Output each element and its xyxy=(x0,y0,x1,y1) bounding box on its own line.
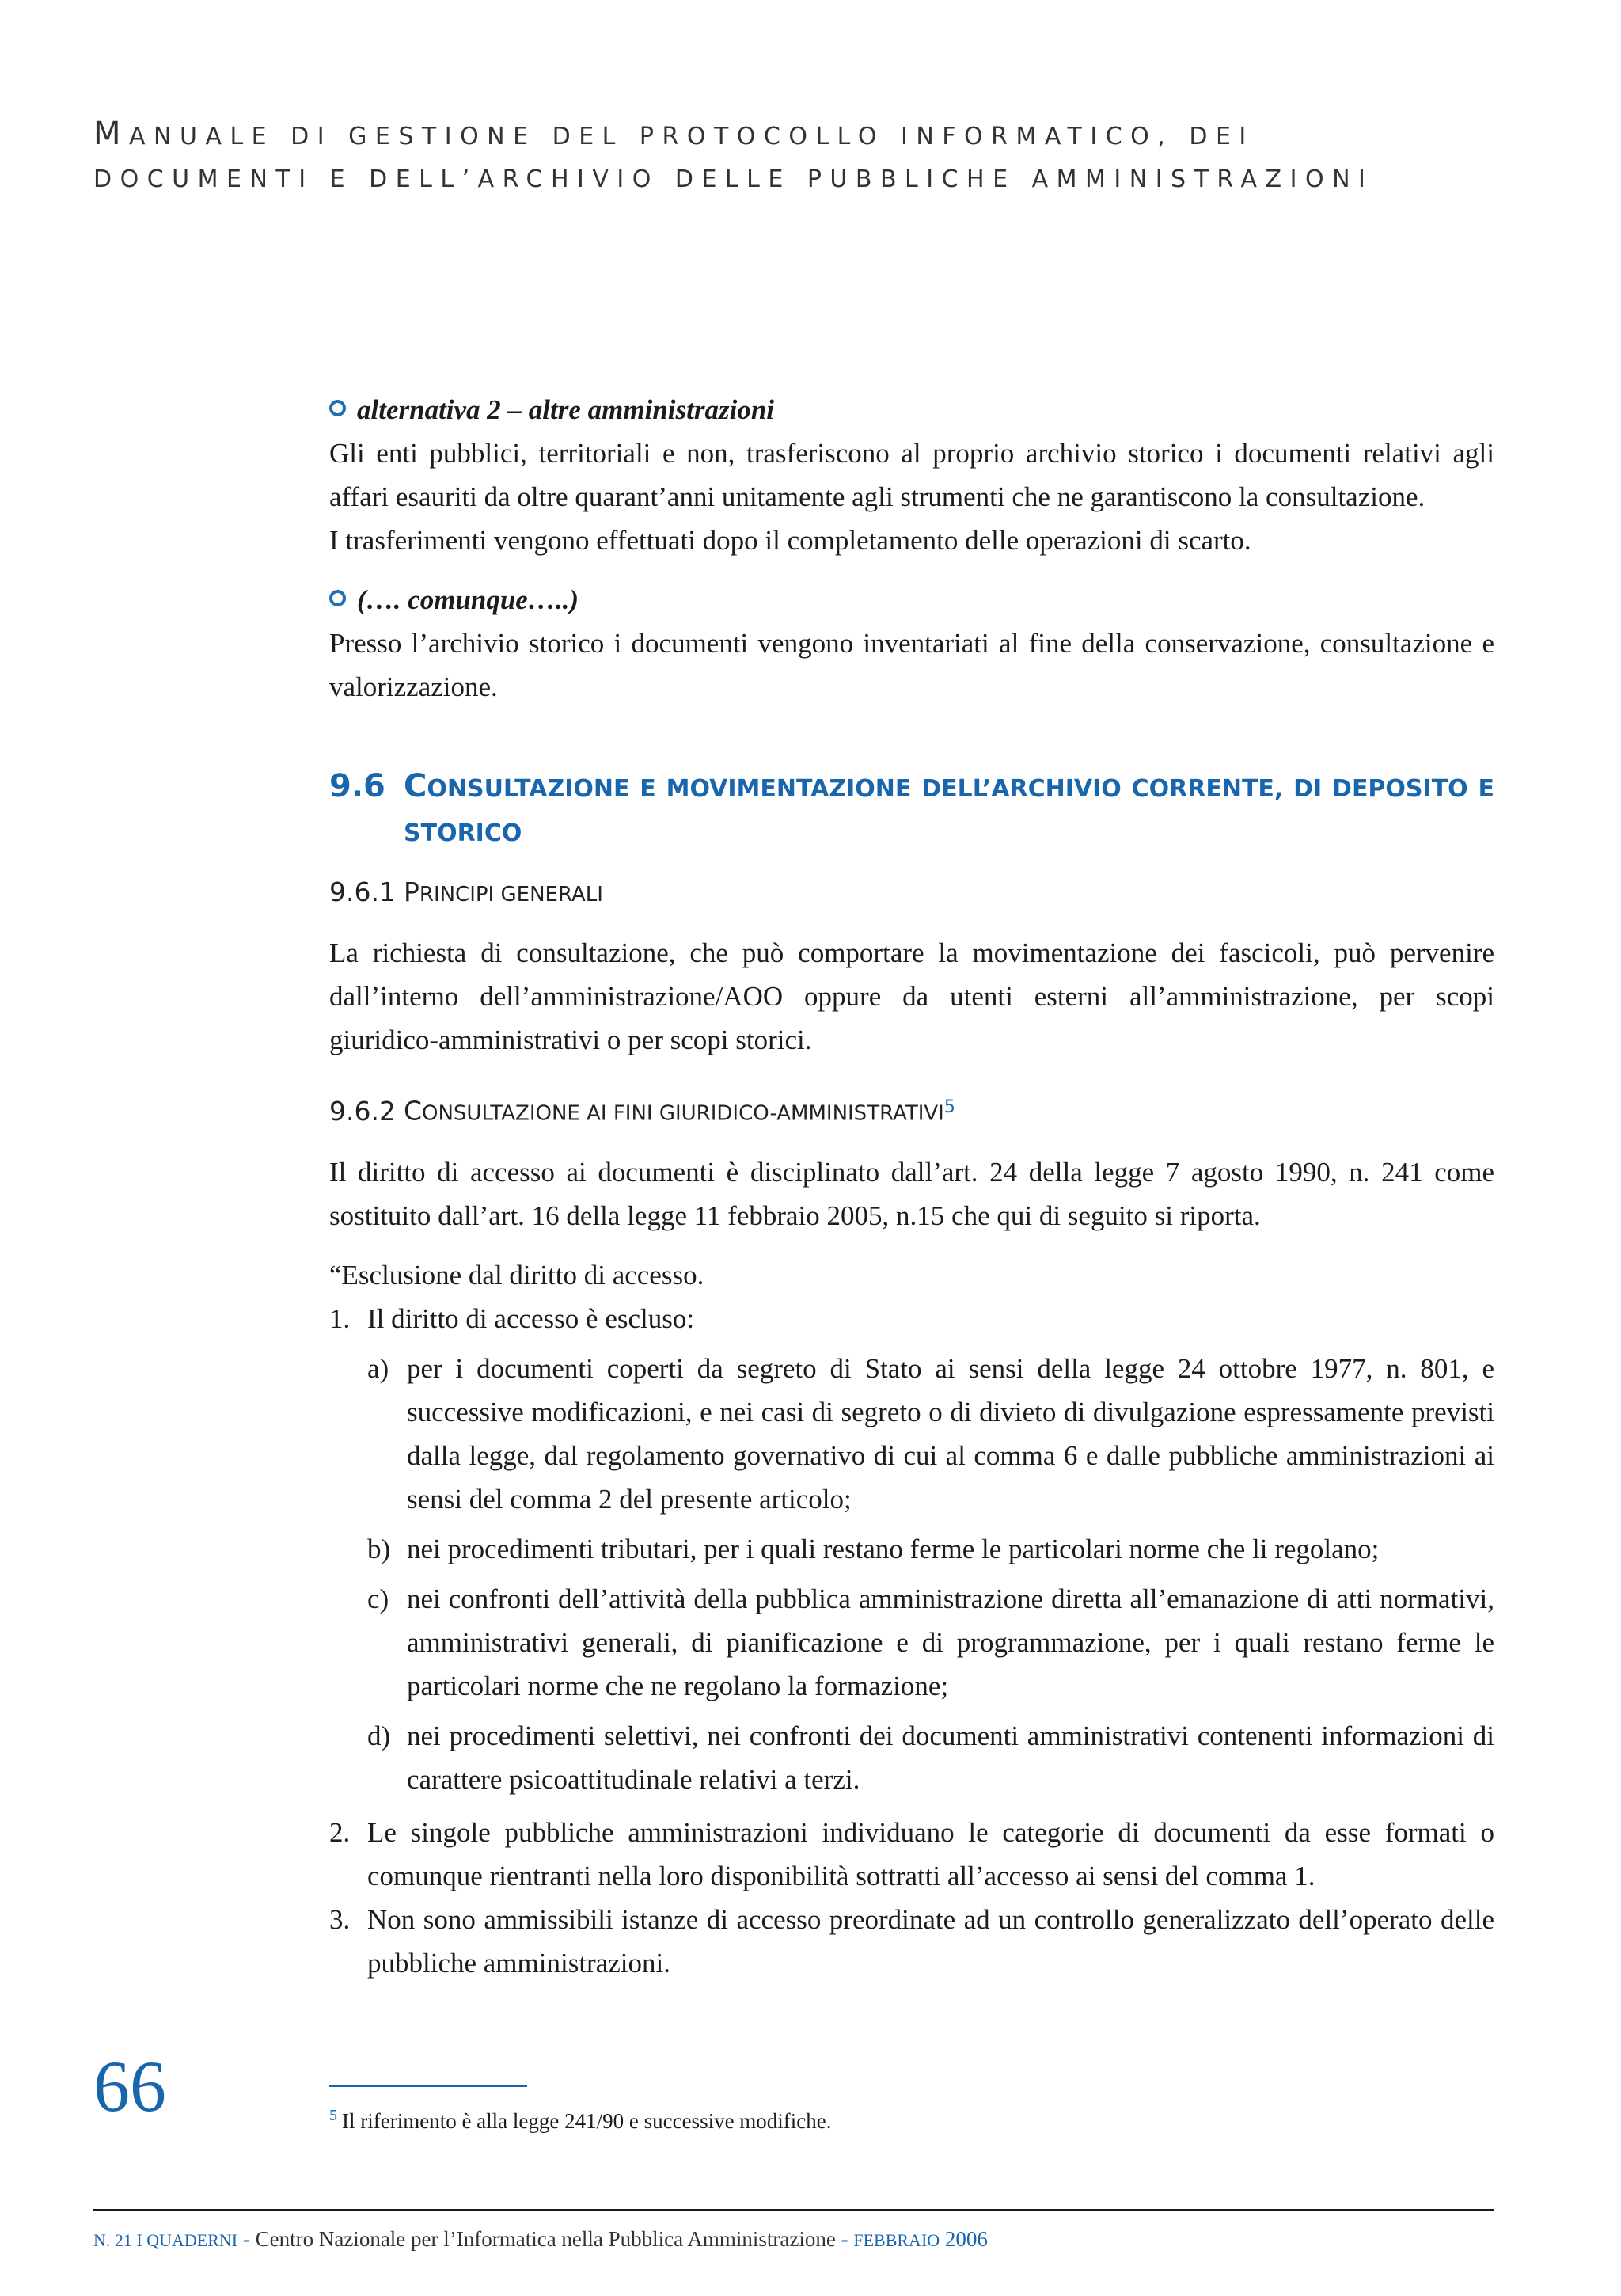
list-item: 3. Non sono ammissibili istanze di accesso preordinate ad un controllo generalizzato dell’operato delle pubbliche amministrazioni. xyxy=(329,1903,1494,1979)
ring-bullet-icon xyxy=(329,590,346,606)
footnote: $^5$ Il riferimento è alla legge 241/90 e successive modifiche. xyxy=(329,2107,832,2133)
header-line-2: DOCUMENTI E DELL’ARCHIVIO DELLE PUBBLICHE AMMINISTRAZIONI xyxy=(93,165,1374,193)
trasferimenti-paragraph: I trasferimenti vengono effettuati dopo il completamento delle operazioni di scarto. xyxy=(329,525,1251,556)
ring-bullet-icon xyxy=(329,400,346,416)
list-item: 1. Il diritto di accesso è escluso: xyxy=(329,1302,695,1334)
list-item: a) per i documenti coperti da segreto di Stato ai sensi della legge 24 ottobre 1977, n. 801, e successive modificazioni, e nei casi di segreto o di divieto di divulgazione espressamente previsti dalla legge, dal regolamento governativo di cui al comma 6 e dalle pubbliche amministrazioni ai sensi del comma 2 del presente articolo; xyxy=(367,1352,1494,1515)
list-item: c) nei confronti dell’attività della pubblica amministrazione diretta all’emanazione di atti normativi, amministrativi generali, di pianificazione e di programmazione, per i quali restano ferme le particolari norme che ne regolano la formazione; xyxy=(367,1583,1494,1701)
header-line-1: MANUALE DI GESTIONE DEL PROTOCOLLO INFORMATICO, DEI xyxy=(93,116,1255,152)
list-item: b) nei procedimenti tributari, per i quali restano ferme le particolari norme che li regolano; xyxy=(367,1533,1380,1564)
principi-paragraph: La richiesta di consultazione, che può comportare la movimentazione dei fascicoli, può pervenire dall’interno dell’amministrazione/AOO oppure da utenti esterni all’amministrazione, per scopi giuridico-amministrativi o per scopi storici. xyxy=(329,937,1494,1055)
comunque-paragraph: Presso l’archivio storico i documenti vengono inventariati al fine della conservazione, consultazione e valorizzazione. xyxy=(329,628,1494,702)
list-item: 2. Le singole pubbliche amministrazioni individuano le categorie di documenti da esse formati o comunque rientranti nella loro disponibilità sottratti all’accesso ai sensi del comma 1. xyxy=(329,1816,1494,1891)
main-content xyxy=(329,388,1494,1985)
footer-org: Centro Nazionale per l’Informatica nella Pubblica Amministrazione xyxy=(255,2227,836,2251)
section-heading xyxy=(329,764,1494,856)
subsection-heading-9-6-1: 9.6.1 PRINCIPI GENERALI xyxy=(329,876,603,907)
footer-date: FEBBRAIO 2006 xyxy=(853,2227,988,2251)
comunque-heading: (…. comunque…..) xyxy=(329,578,1494,622)
footnote-divider xyxy=(329,2085,527,2087)
running-header xyxy=(93,112,1566,201)
page-footer: N. 21 I QUADERNI - Centro Nazionale per l’Informatica nella Pubblica Amministrazione - FEBBRAIO 2006 xyxy=(93,2227,988,2251)
footer-divider xyxy=(93,2209,1494,2211)
page-number: 66 xyxy=(93,2046,166,2127)
section-title: CONSULTAZIONE E MOVIMENTAZIONE DELL’ARCHIVIO CORRENTE, DI DEPOSITO E STORICO xyxy=(404,768,1494,847)
subsection-heading-9-6-2: 9.6.2 CONSULTAZIONE AI FINI GIURIDICO-AMMINISTRATIVI$^5$ xyxy=(329,1095,955,1127)
esclusione-title: “Esclusione dal diritto di accesso. xyxy=(329,1259,704,1291)
alternativa-2-heading: alternativa 2 – altre amministrazioni xyxy=(329,388,1494,431)
footnote-ref[interactable]: 5 xyxy=(943,1097,955,1117)
diritto-paragraph: Il diritto di accesso ai documenti è disciplinato dall’art. 24 della legge 7 agosto 1990, n. 241 come sostituito dall’art. 16 della legge 11 febbraio 2005, n.15 che qui di seguito si riporta. xyxy=(329,1156,1494,1231)
list-item: d) nei procedimenti selettivi, nei confronti dei documenti amministrativi contenenti informazioni di carattere psicoattitudinale relativi a terzi. xyxy=(367,1720,1494,1795)
section-number: 9.6 xyxy=(329,768,385,804)
alternativa-2-paragraph: Gli enti pubblici, territoriali e non, trasferiscono al proprio archivio storico i documenti relativi agli affari esauriti da oltre quarant’anni unitamente agli strumenti che ne garantiscono la consultazione. xyxy=(329,438,1494,512)
footer-issue: N. 21 I QUADERNI xyxy=(93,2230,238,2250)
